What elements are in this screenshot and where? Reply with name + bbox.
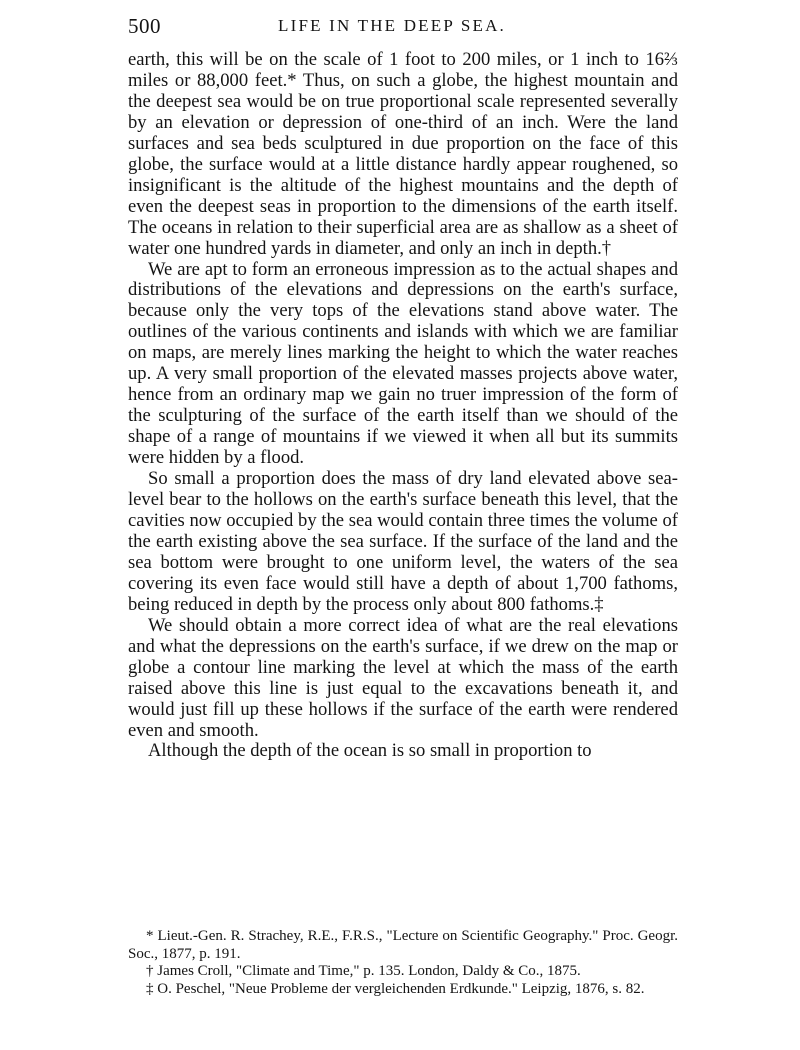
running-head: LIFE IN THE DEEP SEA. [278,16,506,35]
paragraph: We are apt to form an erroneous impression as to the actual shapes and distributions of the elevations and depressions on the earth's surface, because only the very tops of the elevations stand above water. The outlines of the various continents and islands with which we are familiar on maps, are merely lines marking the height to which the water reaches up. A very small proportion of the elevated masses projects above water, hence from an ordinary map we gain no truer impression of the form of the sculpturing of the surface of the earth itself than we should of the shape of a range of mountains if we viewed it when all but its summits were hidden by a flood. [128,258,678,469]
page-header [128,14,678,50]
body-text [128,50,678,762]
paragraph: We should obtain a more correct idea of what are the real elevations and what the depressions on the earth's surface, if we drew on the map or globe a contour line marking the level at which the mass of the earth raised above this line is just equal to the excavations beneath it, and would just fill up these hollows if the surface of the earth were rendered even and smooth. [128,614,678,741]
footnote: † James Croll, "Climate and Time," p. 135. London, Daldy & Co., 1875. [146,963,581,979]
footnote: ‡ O. Peschel, "Neue Probleme der vergleichenden Erdkunde." Leipzig, 1876, s. 82. [146,980,645,997]
book-page [128,14,678,997]
page-number: 500 [128,14,161,38]
paragraph: earth, this will be on the scale of 1 foot to 200 miles, or 1 inch to 16⅔ miles or 88,000 feet.* Thus, on such a globe, the highest mountain and the deepest sea would be on true proportional scale represented severally by an elevation or depression of one-third of an inch. Were the land surfaces and sea beds sculptured in due proportion on the face of this globe, the surface would at a little distance hardly appear roughened, so insignificant is the altitude of the highest mountains and the depth of even the deepest seas in proportion to the dimensions of the earth itself. The oceans in relation to their superficial area are as shallow as a sheet of water one hundred yards in diameter, and only an inch in depth.† [128,49,678,259]
footnote: * Lieut.-Gen. R. Strachey, R.E., F.R.S., "Lecture on Scientific Geography." Proc. Geogr. Soc., 1877, p. 191. [128,928,678,962]
footnotes [128,928,678,998]
paragraph: So small a proportion does the mass of dry land elevated above sea-level bear to the hollows on the earth's surface beneath this level, that the cavities now occupied by the sea would contain three times the volume of the earth existing above the sea surface. If the surface of the land and the sea bottom were brought to one uniform level, the waters of the sea covering its even face would still have a depth of about 1,700 fathoms, being reduced in depth by the process only about 800 fathoms.‡ [128,468,678,615]
paragraph: Although the depth of the ocean is so small in proportion to [148,740,592,762]
